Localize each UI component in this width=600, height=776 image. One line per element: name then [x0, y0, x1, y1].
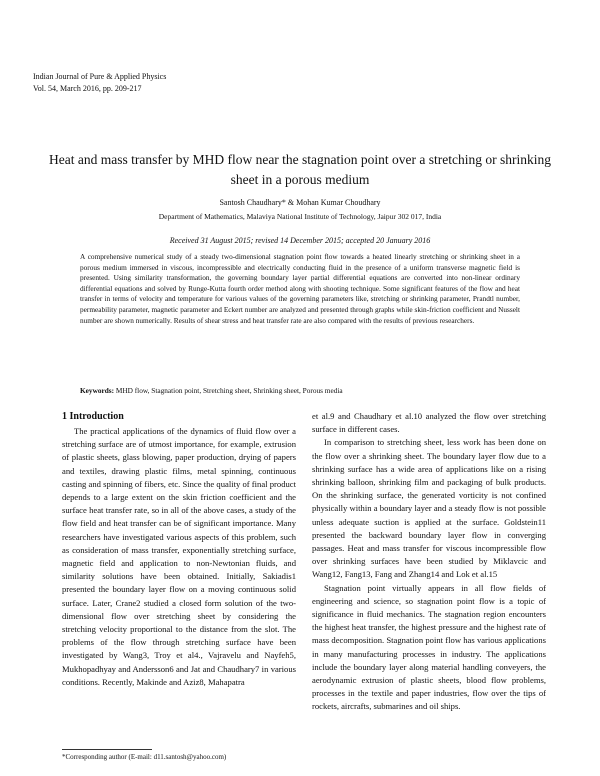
journal-volume: Vol. 54, March 2016, pp. 209-217 [33, 84, 142, 93]
keywords-line [80, 386, 520, 395]
paper-title: Heat and mass transfer by MHD flow near the stagnation point over a stretching or shrinking sheet in a porous medium [49, 152, 551, 187]
affiliation: Department of Mathematics, Malaviya National Institute of Technology, Jaipur 302 017, India [158, 212, 442, 221]
received-dates: Received 31 August 2015; revised 14 December 2015; accepted 20 January 2016 [169, 236, 431, 245]
keywords-label: Keywords: [80, 386, 115, 395]
authors: Santosh Chaudhary* & Mohan Kumar Choudhary [219, 198, 381, 207]
footnote-divider [62, 749, 152, 750]
right-column [312, 410, 546, 714]
intro-paragraph-4: Stagnation point virtually appears in all flow fields of engineering and science, so stagnation point flow is a topic of significance in fluid mechanics. The stagnation region encounters the highest heat transfer, the highest pressure and the highest rate of mass decomposition. Stagnation point flow has various applications in many manufacturing processes in industry. The applications include the boundary layer along material handling conveyers, the aerodynamic extrusion of plastic sheets, blood flow problems, processes in the textile and paper industries, flow over the tips of rockets, aircrafts, submarines and oil ships. [312, 582, 546, 712]
section-heading: 1 Introduction [62, 411, 124, 422]
keywords-text: MHD flow, Stagnation point, Stretching sheet, Shrinking sheet, Porous media [115, 386, 343, 395]
intro-paragraph-1: The practical applications of the dynamics of fluid flow over a stretching surface are of utmost importance, for example, extrusion of plastic sheets, glass blowing, paper production, drying of papers and textiles, drawing plastic films, metal spinning, continuous casting and spinning of fibers, etc. Since the quality of final product depends to a large extent on the skin friction coefficient and the surface heat transfer rate, so in all of the above cases, a study of the flow field and heat transfer can be of significant importance. Many researchers have investigated various aspects of this problem, such as consideration of mass transfer, exponentially stretching surface, magnetic field and application to non-Newtonian fluids, and similarity solutions have been obtained. Initially, Sakiadis1 presented the boundary layer flow on a moving continuous solid surface. Later, Crane2 studied a closed form solution of the two-dimensional flow over stretching sheet by considering the stretching velocity proportional to the distance from the slot. The problems of the flow through stretching surface have been investigated by Wang3, Troy et al4., Vajravelu and Nayfeh5, Mukhopadhyay and Andersson6 and Jat and Chaudhary7 in various conditions. Recently, Makinde and Aziz8, Mahapatra [62, 426, 296, 687]
intro-paragraph-3: In comparison to stretching sheet, less work has been done on the flow over a shrinking sheet. The boundary layer flow due to a shrinking surface has a wide area of applications like on a rising shrinking balloon, shrinking film and packaging of bulk products. On the shrinking surface, the generated vorticity is not confined physically within a boundary layer and a steady flow is not possible unless adequate suction is applied at the surface. Goldstein11 presented the backward boundary layer flow in converging passages. Heat and mass transfer for viscous incompressible flow over shrinking surfaces have been studied by Miklavcic and Wang12, Fang13, Fang and Zhang14 and Lok et al.15 [312, 437, 546, 580]
abstract: A comprehensive numerical study of a steady two-dimensional stagnation point flow towards a heated linearly stretching or shrinking sheet in a porous medium immersed in viscous, incompressible and electrically conducting fluid in the presence of a uniform transverse magnetic field is presented. Using similarity transformation, the governing boundary layer partial differential equations are converted into non-linear ordinary differential equations and solved by Runge-Kutta fourth order method along with shooting technique. Some significant features of the flow and heat transfer in terms of velocity and temperature for various values of the governing parameters like, stretching or shrinking parameter, Prandtl number, permeability parameter, magnetic parameter and Eckert number are analyzed and presented through graphs while skin-friction coefficient and Nusselt number are shown numerically. Results of shear stress and heat transfer rate are also compared with the results of previous researchers. [80, 252, 520, 325]
intro-paragraph-2: et al.9 and Chaudhary et al.10 analyzed the flow over stretching surface in different cases. [312, 411, 546, 435]
footnote: *Corresponding author (E-mail: d11.santosh@yahoo.com) [62, 753, 227, 761]
left-column [62, 410, 296, 689]
journal-header [33, 71, 166, 95]
journal-name: Indian Journal of Pure & Applied Physics [33, 72, 167, 81]
